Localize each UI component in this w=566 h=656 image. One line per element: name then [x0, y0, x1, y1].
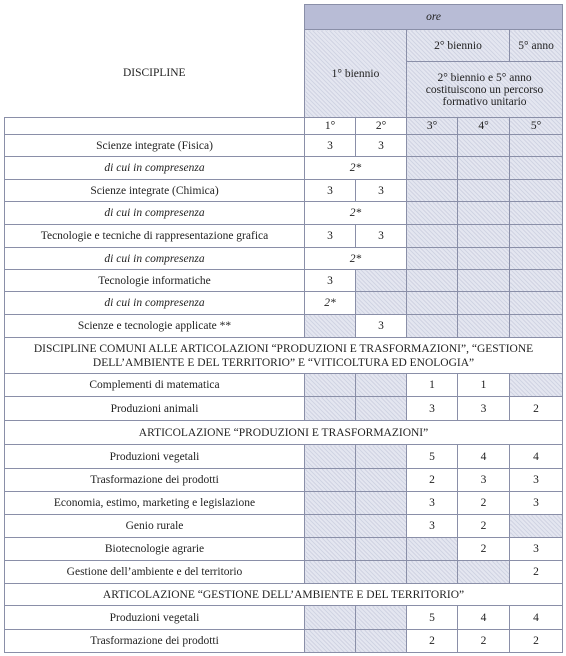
- hours-cell: 3: [356, 180, 407, 202]
- hours-cell: 3: [407, 515, 458, 538]
- header-spacer: [5, 118, 305, 135]
- hours-cell: 2*: [305, 292, 356, 315]
- hours-cell: 3: [458, 397, 510, 421]
- hours-cell: 3: [407, 397, 458, 421]
- empty-cell: [510, 225, 563, 248]
- empty-cell: [356, 561, 407, 584]
- empty-cell: [458, 225, 510, 248]
- empty-cell: [458, 202, 510, 225]
- table-row: [5, 492, 563, 515]
- hours-cell: 3: [510, 538, 563, 561]
- hours-cell: 3: [305, 180, 356, 202]
- empty-cell: [356, 630, 407, 653]
- empty-cell: [305, 630, 356, 653]
- table-row: [5, 397, 563, 421]
- empty-cell: [305, 606, 356, 630]
- hours-cell: 3: [458, 469, 510, 492]
- empty-cell: [356, 445, 407, 469]
- ore-header: ore: [305, 5, 563, 30]
- empty-cell: [458, 292, 510, 315]
- hours-cell: 2: [458, 515, 510, 538]
- hours-cell: 2: [458, 630, 510, 653]
- table-row: [5, 515, 563, 538]
- empty-cell: [510, 135, 563, 157]
- table-row: [5, 270, 563, 292]
- empty-cell: [305, 397, 356, 421]
- quinto-anno-header: 5° anno: [510, 30, 563, 62]
- hours-cell: 4: [510, 606, 563, 630]
- empty-cell: [510, 374, 563, 397]
- table-row: [5, 606, 563, 630]
- empty-cell: [305, 538, 356, 561]
- empty-cell: [458, 248, 510, 270]
- hours-cell: 5: [407, 445, 458, 469]
- empty-cell: [407, 248, 458, 270]
- discipline-header: DISCIPLINE: [5, 30, 305, 118]
- subject-label: Economia, estimo, marketing e legislazione: [5, 492, 305, 515]
- empty-cell: [305, 315, 356, 338]
- year-3-header: 3°: [407, 118, 458, 135]
- subject-label: Scienze integrate (Fisica): [5, 135, 305, 157]
- empty-cell: [305, 561, 356, 584]
- table-row: [5, 538, 563, 561]
- subject-label: Complementi di matematica: [5, 374, 305, 397]
- empty-cell: [510, 515, 563, 538]
- hours-cell: 1: [458, 374, 510, 397]
- table-row: [5, 469, 563, 492]
- hours-cell: 2*: [305, 202, 407, 225]
- subject-sublabel: di cui in compresenza: [5, 292, 305, 315]
- table-row: [5, 445, 563, 469]
- empty-cell: [407, 225, 458, 248]
- empty-cell: [458, 315, 510, 338]
- subject-label: Scienze integrate (Chimica): [5, 180, 305, 202]
- hours-cell: 2*: [305, 157, 407, 180]
- hours-cell: 4: [510, 445, 563, 469]
- subject-label: Tecnologie informatiche: [5, 270, 305, 292]
- hours-cell: 3: [305, 225, 356, 248]
- hours-cell: 3: [510, 492, 563, 515]
- subject-sublabel: di cui in compresenza: [5, 202, 305, 225]
- hours-cell: 4: [458, 606, 510, 630]
- empty-cell: [356, 397, 407, 421]
- empty-cell: [356, 606, 407, 630]
- subject-label: Trasformazione dei prodotti: [5, 630, 305, 653]
- section-title-gestione: ARTICOLAZIONE “GESTIONE DELL’AMBIENTE E DEL TERRITORIO”: [5, 584, 563, 606]
- subject-sublabel: di cui in compresenza: [5, 157, 305, 180]
- empty-cell: [356, 270, 407, 292]
- empty-cell: [305, 469, 356, 492]
- hours-cell: 2: [510, 561, 563, 584]
- empty-cell: [305, 492, 356, 515]
- subject-label: Genio rurale: [5, 515, 305, 538]
- subject-label: Tecnologie e tecniche di rappresentazione grafica: [5, 225, 305, 248]
- table-row: [5, 225, 563, 248]
- empty-cell: [510, 157, 563, 180]
- empty-cell: [356, 538, 407, 561]
- table-row: [5, 561, 563, 584]
- primo-biennio-header: 1° biennio: [305, 30, 407, 118]
- empty-cell: [510, 292, 563, 315]
- table-row: [5, 315, 563, 338]
- year-1-header: 1°: [305, 118, 356, 135]
- empty-cell: [305, 515, 356, 538]
- hours-cell: 2: [458, 492, 510, 515]
- table-row: [5, 630, 563, 653]
- hours-cell: 2: [510, 397, 563, 421]
- subject-sublabel: di cui in compresenza: [5, 248, 305, 270]
- hours-cell: 5: [407, 606, 458, 630]
- empty-cell: [510, 248, 563, 270]
- empty-cell: [356, 469, 407, 492]
- hours-cell: 3: [305, 135, 356, 157]
- table-row: [5, 248, 563, 270]
- table-row: [5, 157, 563, 180]
- empty-cell: [510, 270, 563, 292]
- empty-cell: [458, 270, 510, 292]
- hours-cell: 2: [407, 630, 458, 653]
- empty-cell: [407, 292, 458, 315]
- empty-cell: [407, 315, 458, 338]
- empty-cell: [305, 445, 356, 469]
- header-corner: [5, 5, 305, 30]
- section-title-common: DISCIPLINE COMUNI ALLE ARTICOLAZIONI “PRODUZIONI E TRASFORMAZIONI”, “GESTIONE DELL’AMBIENTE E DEL TERRITORIO” E “VITICOLTURA ED ENOLOGIA”: [5, 338, 563, 374]
- empty-cell: [356, 374, 407, 397]
- hours-cell: 3: [356, 225, 407, 248]
- hours-cell: 1: [407, 374, 458, 397]
- hours-cell: 3: [305, 270, 356, 292]
- subject-label: Biotecnologie agrarie: [5, 538, 305, 561]
- subject-label: Produzioni vegetali: [5, 445, 305, 469]
- hours-cell: 2*: [305, 248, 407, 270]
- year-2-header: 2°: [356, 118, 407, 135]
- empty-cell: [407, 538, 458, 561]
- table-row: [5, 180, 563, 202]
- empty-cell: [510, 202, 563, 225]
- unitary-note: 2° biennio e 5° anno costituiscono un percorso formativo unitario: [407, 62, 563, 118]
- hours-cell: 4: [458, 445, 510, 469]
- hours-cell: 2: [407, 469, 458, 492]
- year-4-header: 4°: [458, 118, 510, 135]
- secondo-biennio-header: 2° biennio: [407, 30, 510, 62]
- empty-cell: [407, 135, 458, 157]
- table-row: [5, 135, 563, 157]
- subject-label: Gestione dell’ambiente e del territorio: [5, 561, 305, 584]
- empty-cell: [356, 292, 407, 315]
- hours-cell: 2: [510, 630, 563, 653]
- hours-cell: 3: [510, 469, 563, 492]
- empty-cell: [407, 157, 458, 180]
- empty-cell: [356, 492, 407, 515]
- table-row: [5, 292, 563, 315]
- year-5-header: 5°: [510, 118, 563, 135]
- subject-label: Produzioni vegetali: [5, 606, 305, 630]
- empty-cell: [510, 315, 563, 338]
- empty-cell: [458, 157, 510, 180]
- empty-cell: [458, 135, 510, 157]
- empty-cell: [458, 561, 510, 584]
- empty-cell: [458, 180, 510, 202]
- empty-cell: [510, 180, 563, 202]
- hours-cell: 2: [458, 538, 510, 561]
- hours-cell: 3: [356, 135, 407, 157]
- empty-cell: [305, 374, 356, 397]
- hours-cell: 3: [407, 492, 458, 515]
- empty-cell: [356, 515, 407, 538]
- empty-cell: [407, 180, 458, 202]
- subject-label: Scienze e tecnologie applicate **: [5, 315, 305, 338]
- table-row: [5, 202, 563, 225]
- curriculum-table: [4, 4, 563, 653]
- empty-cell: [407, 270, 458, 292]
- subject-label: Trasformazione dei prodotti: [5, 469, 305, 492]
- empty-cell: [407, 561, 458, 584]
- empty-cell: [407, 202, 458, 225]
- section-title-produzioni: ARTICOLAZIONE “PRODUZIONI E TRASFORMAZIONI”: [5, 421, 563, 445]
- table-row: [5, 374, 563, 397]
- subject-label: Produzioni animali: [5, 397, 305, 421]
- hours-cell: 3: [356, 315, 407, 338]
